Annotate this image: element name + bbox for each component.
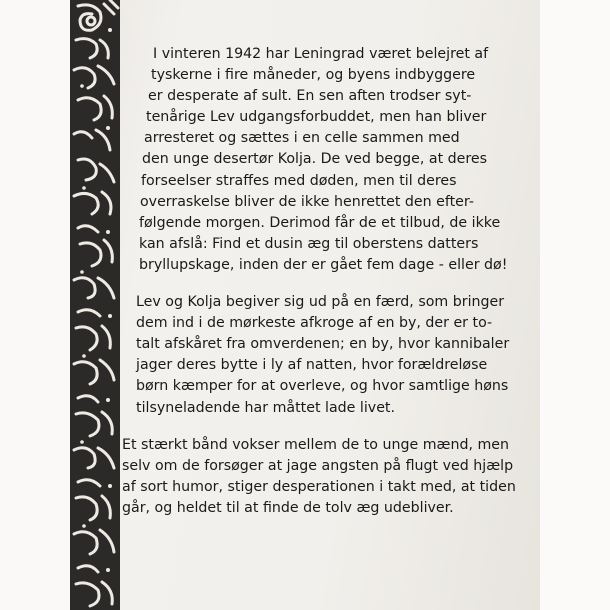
text-line: tenårige Lev udgangsforbuddet, men han bliver bbox=[146, 109, 487, 126]
blurb-paragraph-1 bbox=[136, 44, 536, 276]
photo-left-margin bbox=[0, 0, 70, 610]
text-line: kan afslå: Find et dusin æg til oberstens datters bbox=[139, 235, 479, 252]
text-line: Lev og Kolja begiver sig ud på en færd, som bringer bbox=[136, 294, 505, 311]
text-line: den unge desertør Kolja. De ved begge, at deres bbox=[142, 151, 488, 168]
text-line: bryllupskage, inden der er gået fem dage - eller dø! bbox=[139, 256, 508, 273]
back-cover-blurb bbox=[122, 44, 536, 535]
photo-right-margin bbox=[540, 0, 610, 610]
text-line: selv om de forsøger at jage angsten på flugt ved hjælp bbox=[122, 457, 514, 474]
text-line: Et stærkt bånd vokser mellem de to unge mænd, men bbox=[122, 436, 510, 453]
text-line: jager deres bytte i ly af natten, hvor forældreløse bbox=[136, 357, 488, 374]
blurb-paragraph-2 bbox=[136, 292, 536, 419]
text-line: af sort humor, stiger desperationen i takt med, at tiden bbox=[122, 478, 516, 495]
text-line: går, og heldet til at finde de tolv æg udebliver. bbox=[122, 499, 454, 516]
text-line: talt afskåret fra omverdenen; en by, hvor kannibaler bbox=[136, 336, 510, 353]
text-line: følgende morgen. Derimod får de et tilbud, de ikke bbox=[139, 214, 501, 231]
text-line: I vinteren 1942 har Leningrad været belejret af bbox=[153, 46, 489, 62]
ornamental-border bbox=[70, 0, 120, 610]
text-line: tilsyneladende har måttet lade livet. bbox=[136, 399, 395, 416]
text-line: dem ind i de mørkeste afkroge af en by, der er to- bbox=[136, 315, 493, 332]
text-line: børn kæmper for at overleve, og hvor samtlige høns bbox=[136, 378, 509, 395]
text-line: overraskelse bliver de ikke henrettet den efter- bbox=[140, 193, 474, 210]
text-line: forseelser straffes med døden, men til deres bbox=[141, 172, 457, 189]
text-line: tyskerne i fire måneder, og byens indbyggere bbox=[151, 67, 476, 84]
blurb-paragraph-3 bbox=[122, 435, 536, 519]
text-line: arresteret og sættes i en celle sammen med bbox=[144, 130, 460, 147]
ornament-pattern bbox=[70, 0, 120, 610]
text-line: er desperate af sult. En sen aften trodser syt- bbox=[148, 88, 472, 105]
